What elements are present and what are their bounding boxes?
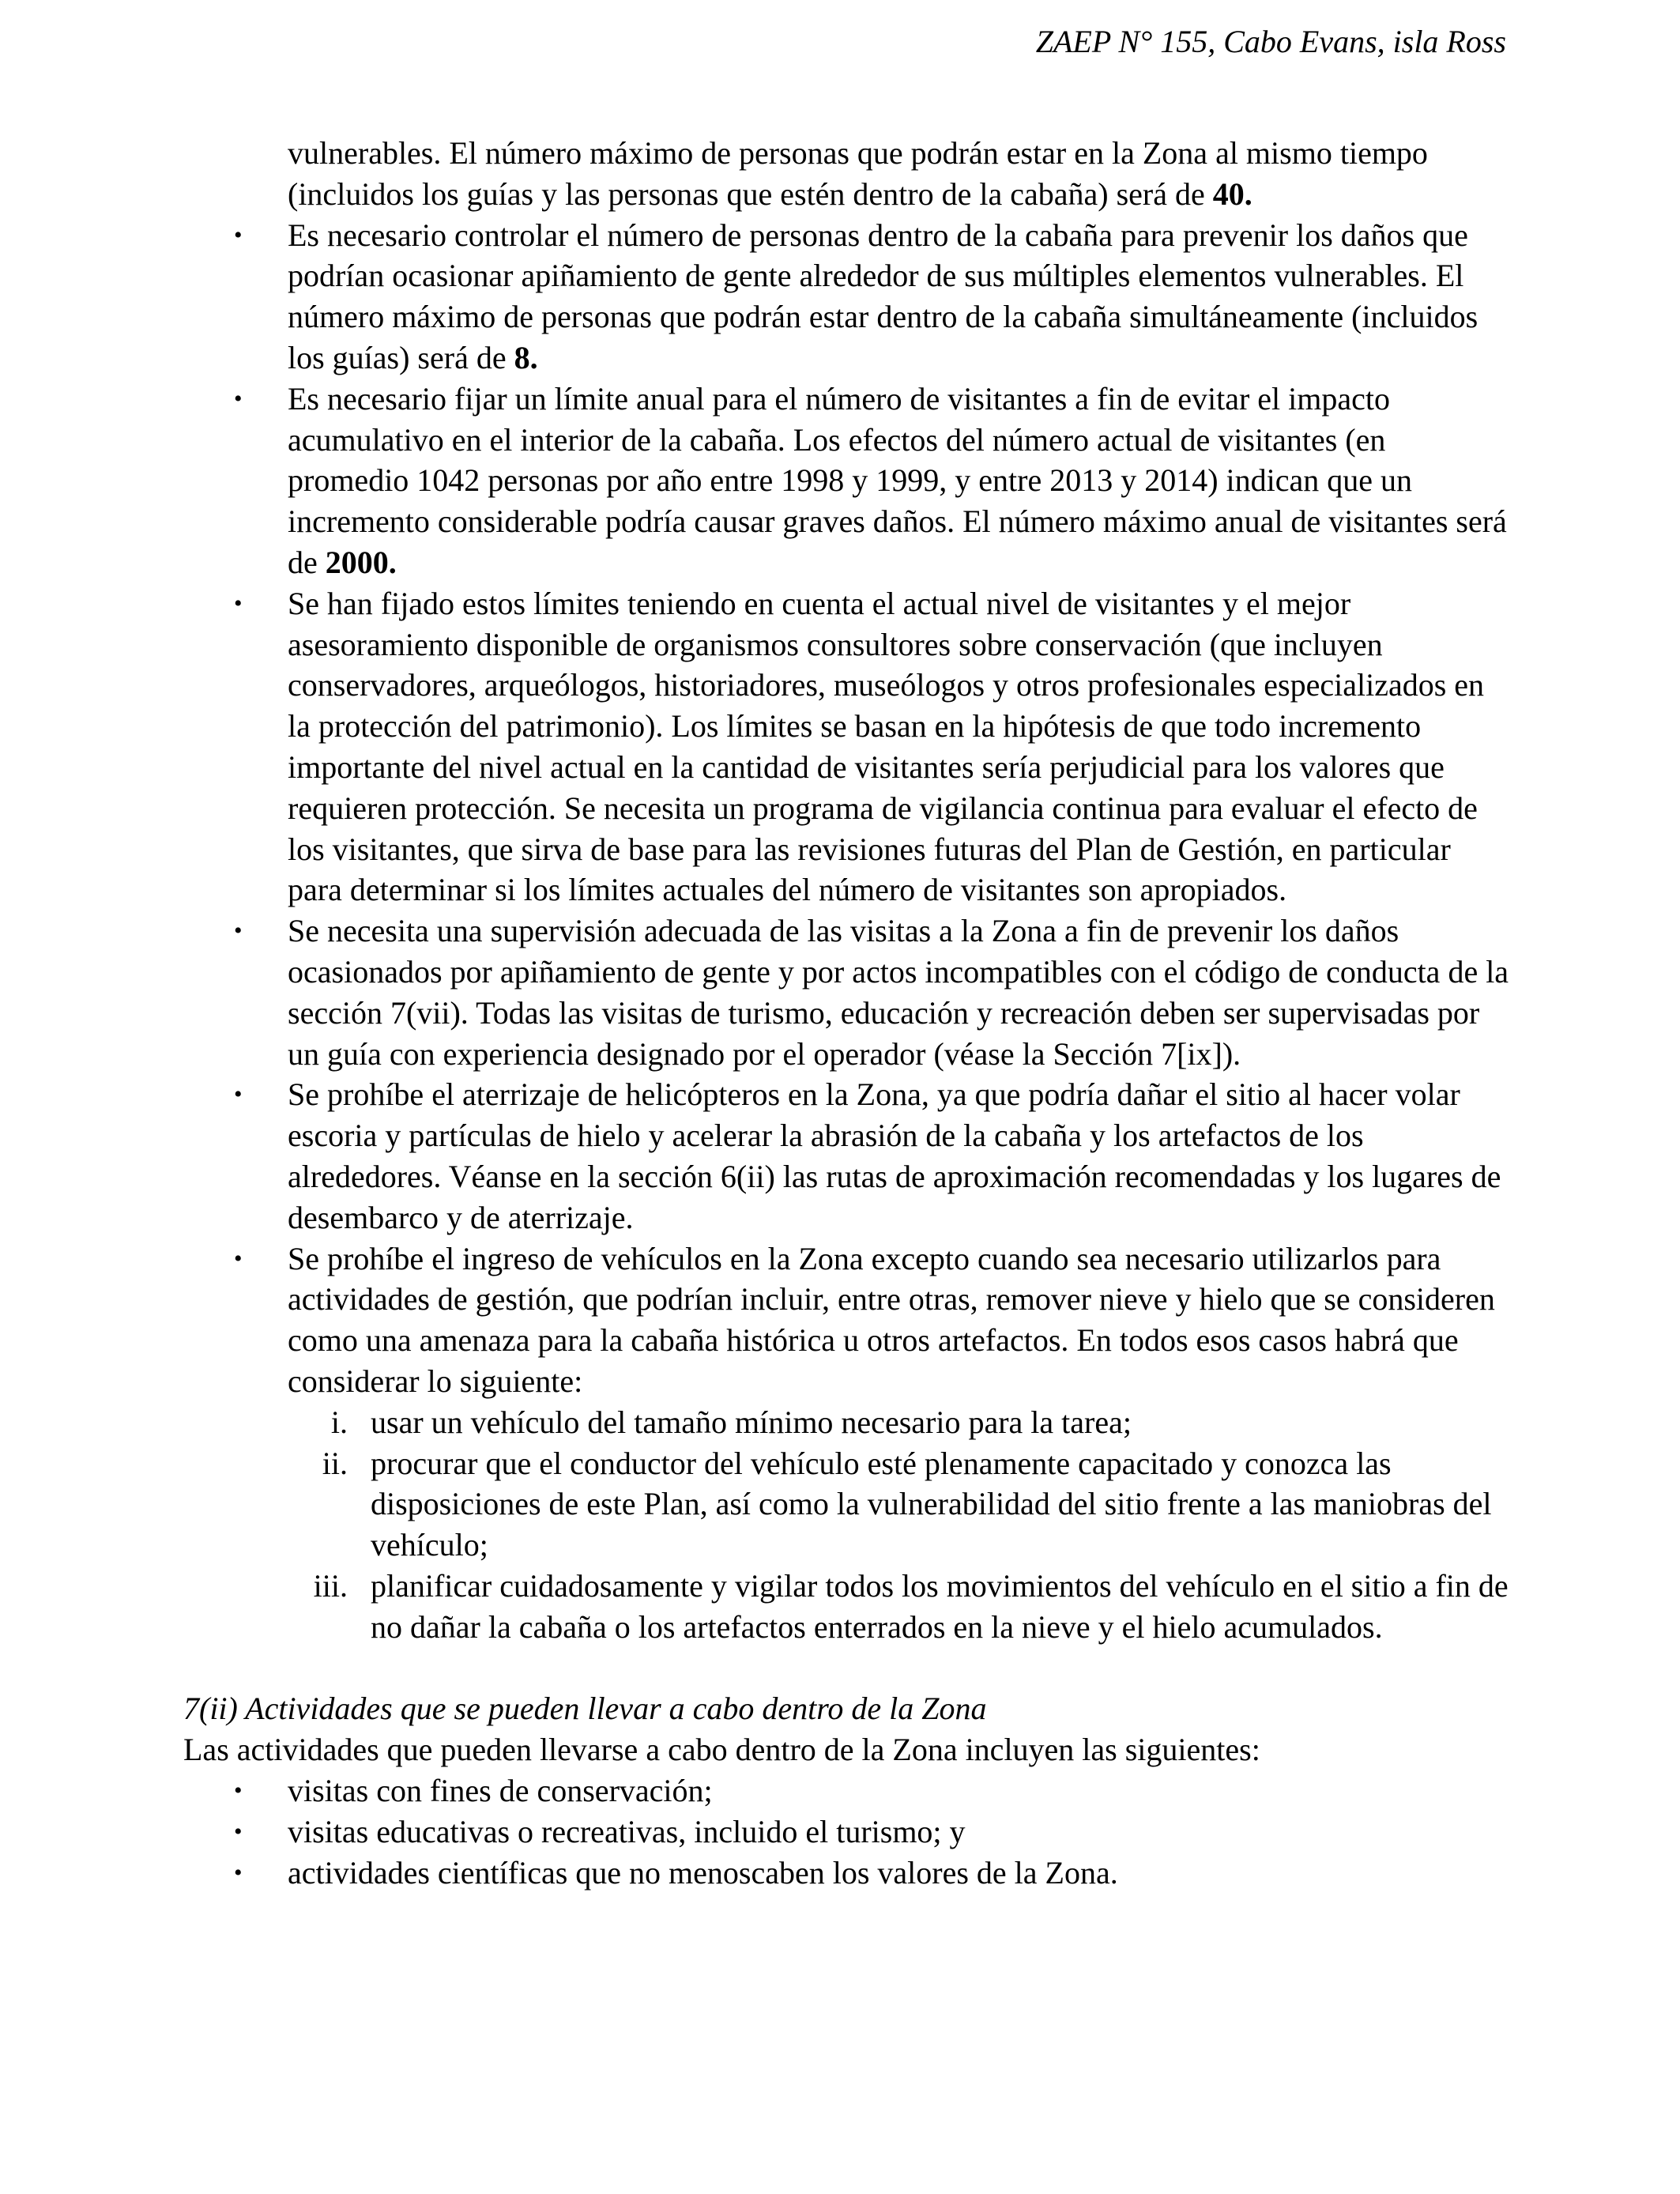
list-item — [183, 379, 1511, 583]
sublist-item-text: planificar cuidadosamente y vigilar todos los movimientos del vehículo en el sitio a fin de no dañar la cabaña o los artefactos enterrados en la nieve y el hielo acumulados. — [371, 1567, 1509, 1645]
list-item-text: actividades científicas que no menoscaben los valores de la Zona. — [288, 1854, 1118, 1891]
list-item — [183, 1853, 1511, 1894]
list-item-text: Se prohíbe el ingreso de vehículos en la Zona excepto cuando sea necesario utilizarlos para actividades de gestión, que podrían incluir, entre otras, remover nieve y hielo que se consideren como una amenaza para la cabaña histórica u otros artefactos. En todos esos casos habrá que considerar lo siguiente: — [288, 1240, 1495, 1399]
list-item-limit-value: 2000. — [325, 544, 397, 580]
running-header: ZAEP N° 155, Cabo Evans, isla Ross — [1035, 24, 1506, 59]
section-heading: 7(ii) Actividades que se pueden llevar a cabo dentro de la Zona — [183, 1691, 987, 1727]
bullet-icon: • — [234, 1859, 243, 1886]
list-item — [183, 215, 1511, 379]
sublist-item-text: usar un vehículo del tamaño mínimo necesario para la tarea; — [371, 1404, 1132, 1440]
continuation-paragraph — [183, 133, 1511, 215]
bullet-icon: • — [234, 918, 243, 944]
list-item — [183, 1074, 1511, 1238]
list-item-text: Es necesario controlar el número de personas dentro de la cabaña para prevenir los daños que podrían ocasionar apiñamiento de gente alrededor de sus múltiples elementos vulnerables. El número máximo de personas que podrán estar dentro de la cabaña simultáneamente (incluidos los guías) será de — [288, 217, 1478, 375]
list-item — [183, 1238, 1511, 1648]
list-item — [183, 910, 1511, 1074]
list-item — [183, 1770, 1511, 1811]
roman-numeral: i. — [330, 1404, 348, 1440]
continuation-text: vulnerables. El número máximo de personas que podrán estar en la Zona al mismo tiempo (incluidos los guías y las personas que estén dentro de la cabaña) será de — [288, 135, 1428, 212]
roman-numeral: iii. — [313, 1567, 348, 1604]
sublist-item — [288, 1402, 1511, 1443]
bullet-icon: • — [234, 221, 243, 248]
bullet-icon: • — [234, 385, 243, 412]
list-item-text: Se han fijado estos límites teniendo en cuenta el actual nivel de visitantes y el mejor asesoramiento disponible de organismos consultores sobre conservación (que incluyen conservadores, arqueólogos, historiadores, museólogos y otros profesionales especializados en la protección del patrimonio). Los límites se basan en la hipótesis de que todo incremento importante del nivel actual en la cantidad de visitantes sería perjudicial para los valores que requieren protección. Se necesita un programa de vigilancia continua para evaluar el efecto de los visitantes, que sirva de base para las revisiones futuras del Plan de Gestión, en particular para determinar si los límites actuales del número de visitantes son apropiados. — [288, 585, 1485, 908]
section-intro: Las actividades que pueden llevarse a cabo dentro de la Zona incluyen las siguientes: — [183, 1732, 1260, 1768]
bullet-icon: • — [234, 590, 243, 616]
continuation-limit-value: 40. — [1212, 175, 1252, 212]
sublist-item-text: procurar que el conductor del vehículo esté plenamente capacitado y conozca las disposiciones de este Plan, así como la vulnerabilidad del sitio frente a las maniobras del vehículo; — [371, 1445, 1492, 1563]
list-item-text: Se prohíbe el aterrizaje de helicópteros en la Zona, ya que podría dañar el sitio al hacer volar escoria y partículas de hielo y acelerar la abrasión de la cabaña y los artefactos de los alrededores. Véanse en la sección 6(ii) las rutas de aproximación recomendadas y los lugares de desembarco y de aterrizaje. — [288, 1076, 1501, 1235]
bullet-icon: • — [234, 1818, 243, 1845]
bullet-icon: • — [234, 1081, 243, 1108]
activities-list — [183, 1770, 1511, 1893]
vehicle-conditions-list — [288, 1402, 1511, 1648]
list-item-text: Se necesita una supervisión adecuada de las visitas a la Zona a fin de prevenir los daños ocasionados por apiñamiento de gente y por actos incompatibles con el código de conducta de la sección 7(vii). Todas las visitas de turismo, educación y recreación deben ser supervisadas por un guía con experiencia designado por el operador (véase la Sección 7[ix]). — [288, 913, 1509, 1072]
bullet-icon: • — [234, 1245, 243, 1272]
sublist-item — [288, 1443, 1511, 1566]
list-item — [183, 583, 1511, 910]
bullet-icon: • — [234, 1777, 243, 1804]
list-item-text: visitas con fines de conservación; — [288, 1773, 713, 1809]
page-body — [183, 133, 1511, 1893]
sublist-item — [288, 1566, 1511, 1648]
list-item-limit-value: 8. — [514, 339, 538, 375]
list-item-text: visitas educativas o recreativas, incluido el turismo; y — [288, 1813, 966, 1849]
list-item-text: Es necesario fijar un límite anual para el número de visitantes a fin de evitar el impacto acumulativo en el interior de la cabaña. Los efectos del número actual de visitantes (en promedio 1042 personas por año entre 1998 y 1999, y entre 2013 y 2014) indican que un incremento considerable podría causar graves daños. El número máximo anual de visitantes será de — [288, 380, 1507, 580]
roman-numeral: ii. — [322, 1445, 348, 1481]
list-item — [183, 1811, 1511, 1853]
restrictions-list — [183, 215, 1511, 1648]
